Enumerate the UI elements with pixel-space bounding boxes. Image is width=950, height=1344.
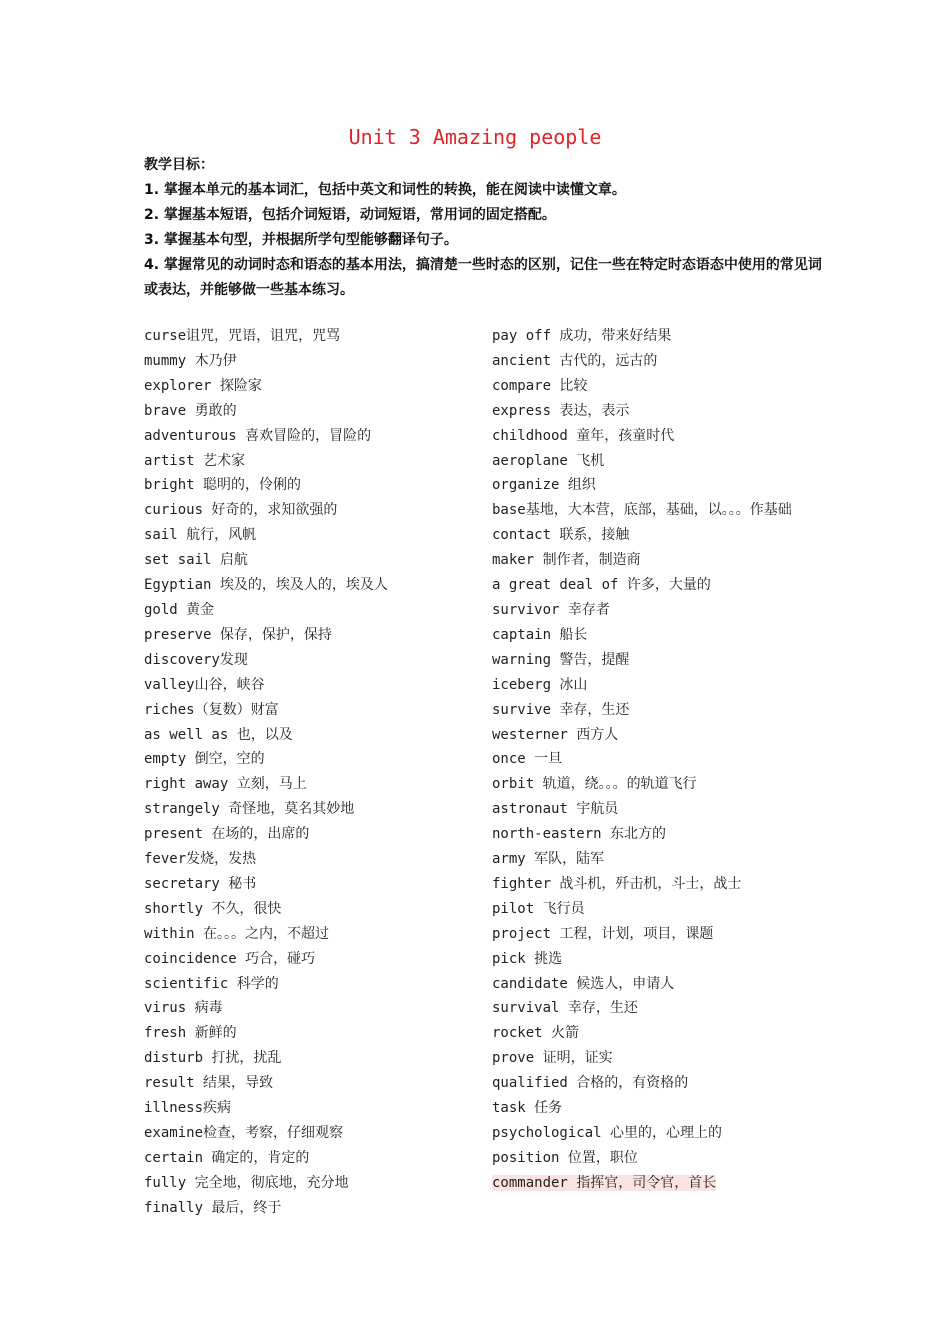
vocab-entry	[492, 872, 824, 897]
vocab-entry-text: mummy 木乃伊	[144, 352, 237, 369]
vocab-entry	[144, 473, 474, 498]
vocab-entry-text: survive 幸存，生还	[492, 701, 630, 718]
vocab-entry	[492, 349, 824, 374]
vocab-entry-text: bright 聪明的，伶俐的	[144, 477, 302, 494]
vocab-entry	[492, 573, 824, 598]
vocab-entry	[492, 324, 824, 349]
vocab-entry-text: a great deal of 许多，大量的	[492, 577, 711, 594]
vocab-entry-text: survivor 幸存者	[492, 601, 610, 618]
vocab-entry	[492, 747, 824, 772]
vocab-entry	[492, 897, 824, 922]
vocab-entry-text: shortly 不久，很快	[144, 900, 282, 917]
vocab-entry	[144, 1071, 474, 1096]
vocab-entry-text: pay off 成功，带来好结果	[492, 328, 672, 344]
vocab-entry	[144, 723, 474, 748]
vocab-entry-text: compare 比较	[492, 377, 588, 394]
vocab-entry-text: candidate 候选人，申请人	[492, 975, 675, 992]
vocab-entry-text: curious 好奇的，求知欲强的	[144, 502, 338, 519]
goal-item-1: 1. 掌握本单元的基本词汇，包括中英文和词性的转换，能在阅读中读懂文章。	[144, 182, 626, 198]
vocab-entry-text: orbit 轨道，绕。。。的轨道飞行	[492, 776, 697, 793]
vocab-entry-text: strangely 奇怪地，莫名其妙地	[144, 801, 355, 818]
vocab-entry-text: once 一旦	[492, 751, 563, 768]
vocab-entry	[144, 648, 474, 673]
vocab-entry-text: survival 幸存，生还	[492, 1000, 638, 1017]
vocab-entry-text: maker 制作者，制造商	[492, 552, 641, 569]
vocab-entry	[492, 1171, 824, 1196]
vocab-entry-text: scientific 科学的	[144, 975, 279, 992]
vocab-entry	[492, 449, 824, 474]
vocab-entry-text: north-eastern 东北方的	[492, 826, 667, 843]
vocab-entry-text: rocket 火箭	[492, 1025, 580, 1042]
vocab-entry-text: captain 船长	[492, 626, 588, 643]
vocab-entry-text: project 工程，计划，项目，课题	[492, 925, 714, 942]
vocab-entry-text: position 位置，职位	[492, 1149, 638, 1166]
vocab-entry	[144, 1096, 474, 1121]
vocab-entry	[144, 673, 474, 698]
vocab-entry-text: result 结果，导致	[144, 1075, 274, 1092]
vocab-entry-text: fever发烧，发热	[144, 851, 257, 868]
vocab-entry-text: aeroplane 飞机	[492, 452, 605, 469]
vocab-entry-text: express 表达，表示	[492, 402, 630, 419]
vocab-entry-text: pilot 飞行员	[492, 900, 585, 917]
vocab-entry	[492, 598, 824, 623]
vocab-entry-text: pick 挑选	[492, 950, 563, 967]
vocab-entry	[492, 523, 824, 548]
vocab-entry-text: ancient 古代的，远古的	[492, 352, 658, 369]
vocab-entry	[144, 797, 474, 822]
vocab-entry	[492, 498, 824, 523]
vocab-entry-text: qualified 合格的，有资格的	[492, 1075, 689, 1092]
vocab-entry	[144, 573, 474, 598]
vocab-entry-text: valley山谷，峡谷	[144, 676, 265, 693]
vocab-entry	[144, 947, 474, 972]
vocab-entry-text: explorer 探险家	[144, 377, 262, 394]
vocab-entry	[492, 673, 824, 698]
vocab-entry	[144, 1171, 474, 1196]
vocab-entry	[492, 473, 824, 498]
vocab-entry-text: examine检查，考察，仔细观察	[144, 1125, 344, 1141]
vocab-entry	[492, 1096, 824, 1121]
vocab-entry	[492, 922, 824, 947]
vocab-entry-text: adventurous 喜欢冒险的，冒险的	[144, 427, 372, 444]
vocab-entry	[144, 548, 474, 573]
vocab-entry	[492, 399, 824, 424]
vocab-entry	[144, 996, 474, 1021]
vocab-entry-text: contact 联系，接触	[492, 527, 630, 544]
vocab-entry-text: right away 立刻，马上	[144, 776, 307, 793]
vocab-entry-text: fresh 新鲜的	[144, 1025, 237, 1042]
vocab-entry-text: artist 艺术家	[144, 452, 246, 469]
vocab-entry	[144, 1121, 474, 1146]
vocab-entry	[144, 897, 474, 922]
page-title: Unit 3 Amazing people	[348, 125, 602, 149]
vocab-entry-text: warning 警告，提醒	[492, 651, 630, 668]
vocab-entry	[144, 1196, 474, 1221]
vocab-entry	[492, 548, 824, 573]
vocab-entry-text: gold 黄金	[144, 601, 215, 618]
vocab-entry	[144, 922, 474, 947]
vocab-entry-text: illness疾病	[144, 1100, 232, 1117]
vocab-entry-text: astronaut 宇航员	[492, 801, 619, 818]
goal-item-4: 4. 掌握常见的动词时态和语态的基本用法，搞清楚一些时态的区别，记住一些在特定时态语态中使用的常见词或表达，并能够做一些基本练习。	[144, 257, 822, 298]
vocab-entry-text: disturb 打扰，扰乱	[144, 1050, 282, 1067]
vocab-entry	[492, 1071, 824, 1096]
vocab-entry-text: discovery发现	[144, 651, 248, 668]
vocab-entry-text: army 军队，陆军	[492, 851, 605, 868]
vocab-entry	[144, 1021, 474, 1046]
vocab-entry	[144, 822, 474, 847]
vocab-entry-text: empty 倒空，空的	[144, 751, 265, 768]
goals-heading: 教学目标：	[144, 157, 214, 173]
vocab-entry-text: childhood 童年，孩童时代	[492, 427, 675, 444]
vocab-entry-text: westerner 西方人	[492, 726, 619, 743]
vocab-entry	[144, 598, 474, 623]
vocab-entry-text: Egyptian 埃及的，埃及人的，埃及人	[144, 577, 388, 594]
vocab-entry-text: prove 证明，证实	[492, 1050, 613, 1067]
vocab-entry	[144, 374, 474, 399]
vocab-entry	[144, 424, 474, 449]
vocab-entry-text: set sail 启航	[144, 552, 248, 569]
teaching-goals	[144, 153, 824, 303]
vocab-entry-text: as well as 也，以及	[144, 726, 293, 743]
vocab-entry-text: coincidence 巧合，碰巧	[144, 950, 316, 967]
vocab-entry-text: commander 指挥官，司令官，首长	[492, 1174, 717, 1191]
vocab-entry-text: psychological 心里的，心理上的	[492, 1125, 723, 1141]
vocab-entry-text: finally 最后，终于	[144, 1199, 282, 1216]
vocab-entry	[144, 972, 474, 997]
vocab-entry	[492, 1046, 824, 1071]
vocab-entry	[144, 698, 474, 723]
vocab-entry	[492, 797, 824, 822]
vocab-entry	[492, 996, 824, 1021]
vocab-entry	[144, 1146, 474, 1171]
vocab-entry-text: base基地，大本营，底部，基础，以。。。作基础	[492, 502, 792, 519]
vocab-entry	[492, 847, 824, 872]
vocab-entry	[144, 772, 474, 797]
vocab-list-right	[492, 324, 824, 1196]
vocab-entry-text: riches（复数）财富	[144, 701, 279, 718]
vocab-entry	[144, 399, 474, 424]
vocab-entry	[492, 374, 824, 399]
vocab-entry-text: secretary 秘书	[144, 875, 257, 892]
vocab-entry-text: present 在场的，出席的	[144, 826, 310, 843]
vocab-entry	[492, 723, 824, 748]
vocab-entry	[492, 1146, 824, 1171]
vocab-entry-text: virus 病毒	[144, 1000, 223, 1017]
vocab-entry-text: fully 完全地，彻底地，充分地	[144, 1174, 349, 1191]
vocab-entry-text: task 任务	[492, 1100, 563, 1117]
vocab-entry	[144, 523, 474, 548]
vocab-entry	[144, 1046, 474, 1071]
goal-item-3: 3. 掌握基本句型，并根据所学句型能够翻译句子。	[144, 232, 458, 248]
vocab-entry	[492, 698, 824, 723]
vocab-entry-text: sail 航行，风帆	[144, 527, 257, 544]
vocab-entry	[492, 1021, 824, 1046]
vocab-entry	[144, 847, 474, 872]
vocab-entry-text: iceberg 冰山	[492, 676, 588, 693]
vocab-entry-text: fighter 战斗机，歼击机，斗士，战士	[492, 875, 742, 892]
vocab-entry	[144, 623, 474, 648]
vocab-list-left	[144, 324, 474, 1221]
vocab-entry	[144, 747, 474, 772]
vocab-entry-text: organize 组织	[492, 477, 596, 494]
vocab-entry-text: certain 确定的，肯定的	[144, 1149, 310, 1166]
vocab-entry	[492, 648, 824, 673]
vocab-entry-text: curse诅咒，咒语，诅咒，咒骂	[144, 328, 341, 344]
vocab-entry	[492, 772, 824, 797]
vocab-entry	[144, 324, 474, 349]
vocab-entry	[492, 822, 824, 847]
vocab-entry	[144, 449, 474, 474]
vocab-entry	[492, 424, 824, 449]
vocab-entry-text: preserve 保存，保护，保持	[144, 626, 332, 643]
vocab-entry	[144, 498, 474, 523]
vocab-entry	[144, 872, 474, 897]
vocab-entry	[144, 349, 474, 374]
vocab-entry	[492, 972, 824, 997]
vocab-entry-text: within 在。。。之内，不超过	[144, 925, 330, 942]
vocab-entry	[492, 623, 824, 648]
goal-item-2: 2. 掌握基本短语，包括介词短语，动词短语，常用词的固定搭配。	[144, 207, 556, 223]
vocab-entry	[492, 1121, 824, 1146]
vocab-entry-text: brave 勇敢的	[144, 402, 237, 419]
vocab-entry	[492, 947, 824, 972]
